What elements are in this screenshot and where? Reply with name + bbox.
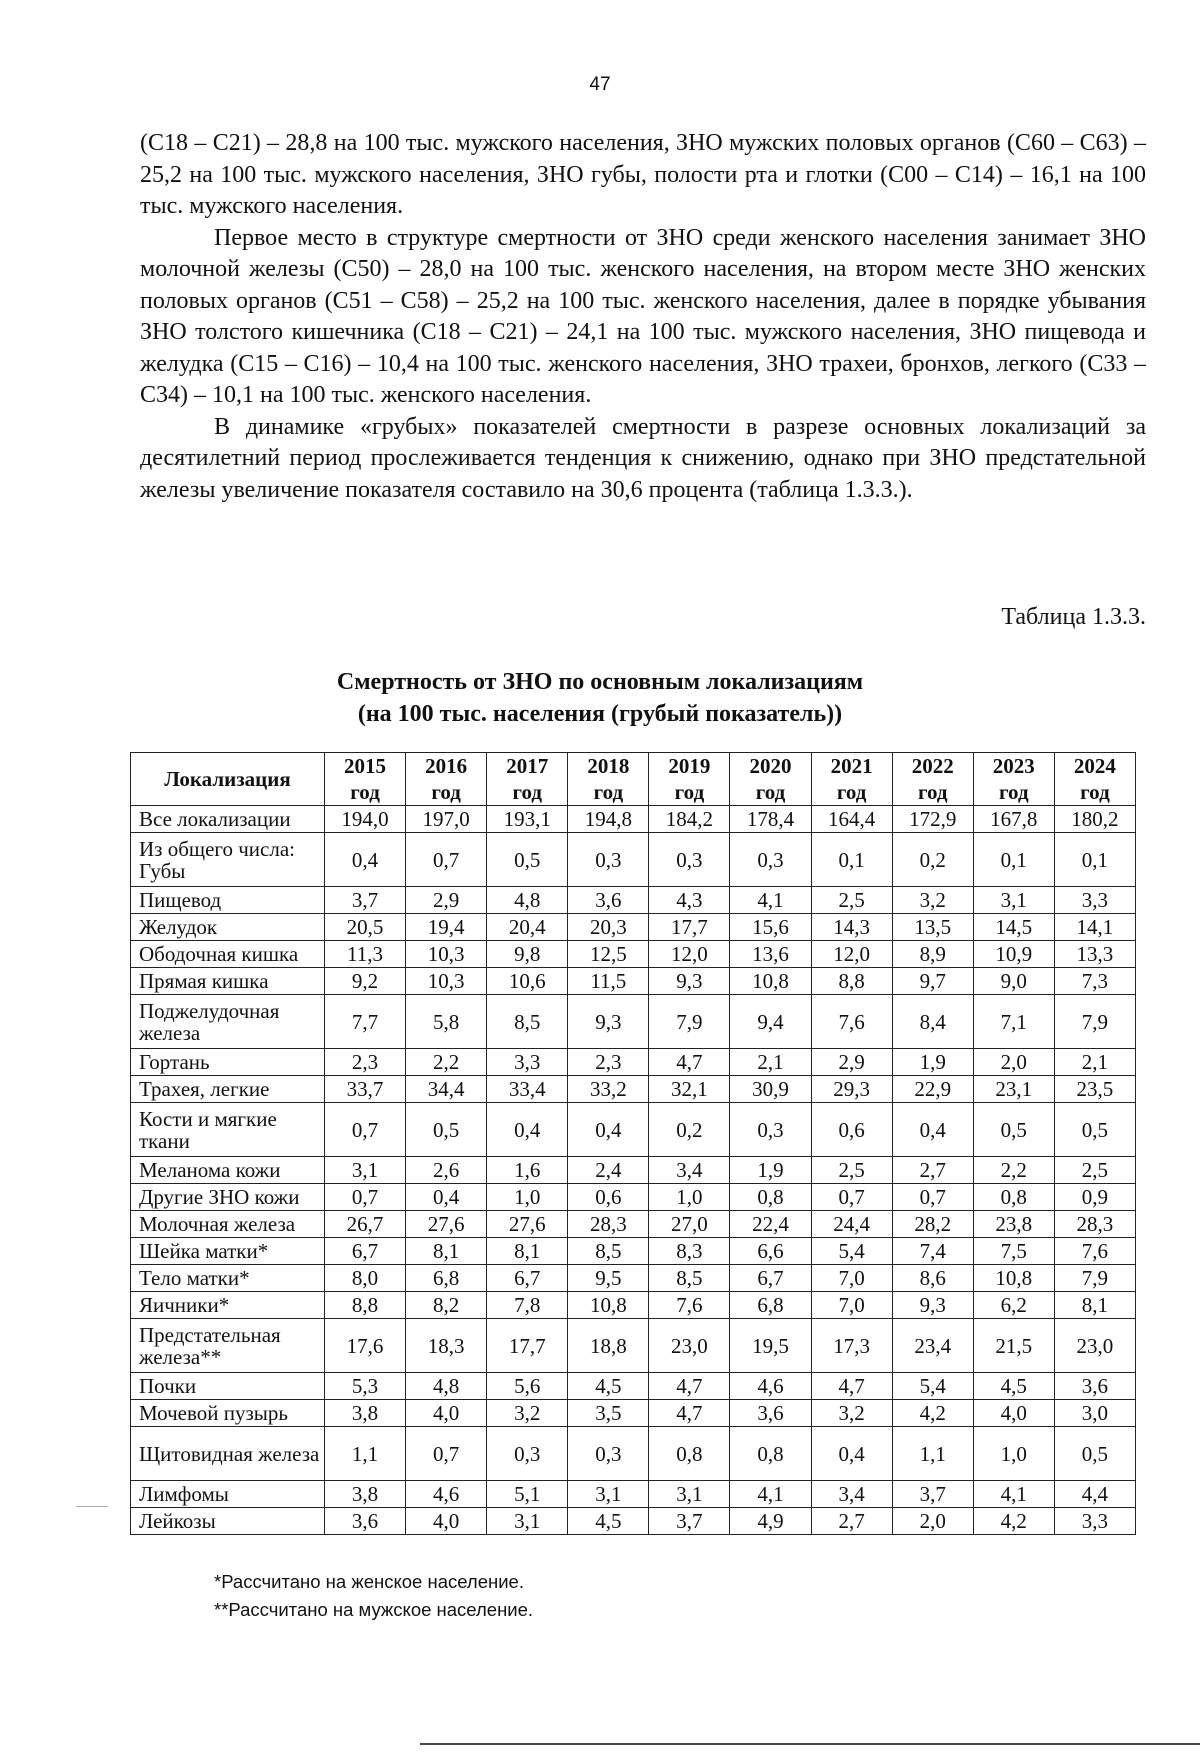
value-cell: 20,4 [487,914,568,941]
value-cell: 2,7 [811,1508,892,1535]
value-cell: 5,4 [811,1238,892,1265]
table-header-row [131,753,1136,806]
value-cell: 8,5 [568,1238,649,1265]
value-cell: 184,2 [649,806,730,833]
table-row [131,1427,1136,1481]
value-cell: 0,5 [1054,1103,1135,1157]
table-row [131,1400,1136,1427]
value-cell: 13,3 [1054,941,1135,968]
value-cell: 13,6 [730,941,811,968]
localization-cell: Тело матки* [131,1265,325,1292]
value-cell: 2,5 [1054,1157,1135,1184]
value-cell: 4,7 [649,1373,730,1400]
value-cell: 9,3 [892,1292,973,1319]
value-cell: 2,0 [973,1049,1054,1076]
value-cell: 3,4 [649,1157,730,1184]
value-cell: 4,7 [811,1373,892,1400]
header-year: 2016 год [406,753,487,806]
value-cell: 0,2 [892,833,973,887]
value-cell: 3,4 [811,1481,892,1508]
localization-cell: Мочевой пузырь [131,1400,325,1427]
table-row [131,1157,1136,1184]
table-row [131,1292,1136,1319]
value-cell: 4,5 [973,1373,1054,1400]
value-cell: 194,0 [325,806,406,833]
table-row [131,1049,1136,1076]
value-cell: 26,7 [325,1211,406,1238]
value-cell: 4,8 [406,1373,487,1400]
value-cell: 0,6 [811,1103,892,1157]
table-row [131,1319,1136,1373]
value-cell: 5,6 [487,1373,568,1400]
header-year: 2020 год [730,753,811,806]
value-cell: 9,2 [325,968,406,995]
value-cell: 0,5 [973,1103,1054,1157]
value-cell: 3,3 [487,1049,568,1076]
value-cell: 5,1 [487,1481,568,1508]
value-cell: 3,8 [325,1400,406,1427]
value-cell: 11,3 [325,941,406,968]
header-year: 2024 год [1054,753,1135,806]
value-cell: 0,4 [892,1103,973,1157]
value-cell: 6,7 [730,1265,811,1292]
localization-cell: Предстательная железа** [131,1319,325,1373]
value-cell: 8,4 [892,995,973,1049]
value-cell: 0,4 [568,1103,649,1157]
value-cell: 7,9 [649,995,730,1049]
scan-mark [76,1506,108,1507]
localization-cell: Прямая кишка [131,968,325,995]
value-cell: 7,0 [811,1265,892,1292]
table-row [131,1076,1136,1103]
value-cell: 2,3 [568,1049,649,1076]
localization-cell: Желудок [131,914,325,941]
value-cell: 8,1 [406,1238,487,1265]
value-cell: 0,3 [568,1427,649,1481]
footnote: **Рассчитано на мужское население. [214,1599,534,1620]
value-cell: 0,8 [649,1427,730,1481]
value-cell: 4,7 [649,1049,730,1076]
value-cell: 2,5 [811,887,892,914]
value-cell: 7,5 [973,1238,1054,1265]
value-cell: 0,3 [730,1103,811,1157]
value-cell: 6,6 [730,1238,811,1265]
value-cell: 20,5 [325,914,406,941]
value-cell: 2,7 [892,1157,973,1184]
table-title [0,666,1200,730]
value-cell: 8,0 [325,1265,406,1292]
value-cell: 0,7 [406,833,487,887]
value-cell: 4,8 [487,887,568,914]
value-cell: 33,4 [487,1076,568,1103]
table-row [131,1184,1136,1211]
value-cell: 24,4 [811,1211,892,1238]
value-cell: 7,0 [811,1292,892,1319]
localization-cell: Щитовидная железа [131,1427,325,1481]
value-cell: 22,9 [892,1076,973,1103]
localization-cell: Яичники* [131,1292,325,1319]
localization-cell: Все локализации [131,806,325,833]
value-cell: 18,3 [406,1319,487,1373]
value-cell: 9,3 [649,968,730,995]
bottom-rule [420,1743,1200,1745]
localization-cell: Лейкозы [131,1508,325,1535]
value-cell: 4,5 [568,1508,649,1535]
value-cell: 0,5 [1054,1427,1135,1481]
table-row [131,887,1136,914]
value-cell: 8,5 [649,1265,730,1292]
value-cell: 4,4 [1054,1481,1135,1508]
value-cell: 23,5 [1054,1076,1135,1103]
value-cell: 23,4 [892,1319,973,1373]
value-cell: 3,3 [1054,1508,1135,1535]
value-cell: 7,1 [973,995,1054,1049]
value-cell: 19,4 [406,914,487,941]
value-cell: 2,9 [811,1049,892,1076]
value-cell: 33,2 [568,1076,649,1103]
value-cell: 4,0 [406,1400,487,1427]
value-cell: 3,6 [325,1508,406,1535]
table-label: Таблица 1.3.3. [1001,604,1146,630]
value-cell: 4,2 [973,1508,1054,1535]
value-cell: 10,9 [973,941,1054,968]
value-cell: 4,6 [406,1481,487,1508]
mortality-table [130,752,1136,1535]
footnote: *Рассчитано на женское население. [214,1571,524,1592]
localization-cell: Другие ЗНО кожи [131,1184,325,1211]
value-cell: 2,6 [406,1157,487,1184]
value-cell: 4,3 [649,887,730,914]
value-cell: 7,9 [1054,995,1135,1049]
table-row [131,1211,1136,1238]
value-cell: 3,6 [568,887,649,914]
paragraph: (С18 – С21) – 28,8 на 100 тыс. мужского населения, ЗНО мужских половых органов (С60 – С63) – 25,2 на 100 тыс. мужского населения, ЗНО губы, полости рта и глотки (С00 – С14) – 16,1 на 100 тыс. мужского населения. [140,130,1146,219]
value-cell: 4,0 [973,1400,1054,1427]
value-cell: 1,9 [892,1049,973,1076]
value-cell: 20,3 [568,914,649,941]
value-cell: 19,5 [730,1319,811,1373]
header-year: 2017 год [487,753,568,806]
value-cell: 0,4 [325,833,406,887]
localization-cell: Пищевод [131,887,325,914]
header-year: 2019 год [649,753,730,806]
value-cell: 34,4 [406,1076,487,1103]
value-cell: 4,6 [730,1373,811,1400]
value-cell: 0,7 [892,1184,973,1211]
value-cell: 7,8 [487,1292,568,1319]
value-cell: 11,5 [568,968,649,995]
table-row [131,1103,1136,1157]
value-cell: 12,5 [568,941,649,968]
localization-cell: Поджелудочная железа [131,995,325,1049]
value-cell: 4,0 [406,1508,487,1535]
value-cell: 194,8 [568,806,649,833]
value-cell: 0,3 [730,833,811,887]
value-cell: 0,8 [730,1184,811,1211]
table-row [131,1238,1136,1265]
value-cell: 7,7 [325,995,406,1049]
value-cell: 5,8 [406,995,487,1049]
header-year: 2018 год [568,753,649,806]
value-cell: 3,2 [811,1400,892,1427]
value-cell: 2,4 [568,1157,649,1184]
value-cell: 1,1 [325,1427,406,1481]
value-cell: 32,1 [649,1076,730,1103]
value-cell: 1,9 [730,1157,811,1184]
value-cell: 4,9 [730,1508,811,1535]
value-cell: 3,1 [487,1508,568,1535]
value-cell: 6,7 [487,1265,568,1292]
value-cell: 2,9 [406,887,487,914]
value-cell: 23,0 [1054,1319,1135,1373]
value-cell: 3,8 [325,1481,406,1508]
value-cell: 7,9 [1054,1265,1135,1292]
value-cell: 2,0 [892,1508,973,1535]
table-row [131,914,1136,941]
value-cell: 27,6 [406,1211,487,1238]
header-year: 2015 год [325,753,406,806]
localization-cell: Шейка матки* [131,1238,325,1265]
localization-cell: Молочная железа [131,1211,325,1238]
value-cell: 33,7 [325,1076,406,1103]
value-cell: 0,8 [973,1184,1054,1211]
value-cell: 3,5 [568,1400,649,1427]
localization-cell: Почки [131,1373,325,1400]
value-cell: 9,7 [892,968,973,995]
value-cell: 3,6 [730,1400,811,1427]
value-cell: 2,3 [325,1049,406,1076]
value-cell: 167,8 [973,806,1054,833]
value-cell: 0,4 [406,1184,487,1211]
table-title-line: (на 100 тыс. населения (грубый показатель)) [357,701,843,727]
value-cell: 8,2 [406,1292,487,1319]
value-cell: 3,1 [649,1481,730,1508]
table-title-line: Смертность от ЗНО по основным локализациям [336,669,864,695]
localization-cell: Ободочная кишка [131,941,325,968]
value-cell: 17,7 [649,914,730,941]
value-cell: 3,0 [1054,1400,1135,1427]
table-row [131,995,1136,1049]
header-year: 2023 год [973,753,1054,806]
value-cell: 0,3 [649,833,730,887]
value-cell: 30,9 [730,1076,811,1103]
localization-cell: Кости и мягкие ткани [131,1103,325,1157]
value-cell: 17,3 [811,1319,892,1373]
value-cell: 4,1 [730,1481,811,1508]
value-cell: 3,7 [325,887,406,914]
value-cell: 8,6 [892,1265,973,1292]
value-cell: 8,1 [1054,1292,1135,1319]
value-cell: 9,5 [568,1265,649,1292]
value-cell: 7,3 [1054,968,1135,995]
value-cell: 23,1 [973,1076,1054,1103]
value-cell: 9,3 [568,995,649,1049]
value-cell: 18,8 [568,1319,649,1373]
value-cell: 9,4 [730,995,811,1049]
value-cell: 28,2 [892,1211,973,1238]
localization-cell: Гортань [131,1049,325,1076]
value-cell: 6,2 [973,1292,1054,1319]
value-cell: 3,1 [325,1157,406,1184]
value-cell: 180,2 [1054,806,1135,833]
paragraph: В динамике «грубых» показателей смертности в разрезе основных локализаций за десятилетний период прослеживается тенденция к снижению, однако при ЗНО предстательной железы увеличение показателя составило на 30,6 процента (таблица 1.3.3.). [140,413,1146,503]
value-cell: 9,0 [973,968,1054,995]
value-cell: 0,4 [811,1427,892,1481]
value-cell: 6,8 [406,1265,487,1292]
value-cell: 23,8 [973,1211,1054,1238]
value-cell: 28,3 [1054,1211,1135,1238]
value-cell: 12,0 [811,941,892,968]
page-number: 47 [589,74,611,95]
value-cell: 2,2 [406,1049,487,1076]
value-cell: 3,7 [649,1508,730,1535]
value-cell: 8,3 [649,1238,730,1265]
value-cell: 29,3 [811,1076,892,1103]
value-cell: 193,1 [487,806,568,833]
value-cell: 7,6 [649,1292,730,1319]
value-cell: 7,6 [1054,1238,1135,1265]
value-cell: 14,1 [1054,914,1135,941]
value-cell: 0,6 [568,1184,649,1211]
table-row [131,1265,1136,1292]
value-cell: 8,5 [487,995,568,1049]
value-cell: 0,7 [325,1103,406,1157]
footnotes [214,1568,533,1624]
value-cell: 15,6 [730,914,811,941]
table-body [131,806,1136,1535]
value-cell: 3,1 [973,887,1054,914]
value-cell: 4,1 [973,1481,1054,1508]
value-cell: 0,1 [1054,833,1135,887]
value-cell: 27,0 [649,1211,730,1238]
value-cell: 3,2 [892,887,973,914]
value-cell: 8,8 [811,968,892,995]
value-cell: 0,2 [649,1103,730,1157]
header-year: 2022 год [892,753,973,806]
localization-cell: Меланома кожи [131,1157,325,1184]
value-cell: 5,3 [325,1373,406,1400]
value-cell: 4,2 [892,1400,973,1427]
value-cell: 3,7 [892,1481,973,1508]
value-cell: 0,3 [568,833,649,887]
value-cell: 0,8 [730,1427,811,1481]
value-cell: 14,5 [973,914,1054,941]
table-row [131,941,1136,968]
header-year: 2021 год [811,753,892,806]
value-cell: 0,1 [973,833,1054,887]
value-cell: 6,8 [730,1292,811,1319]
value-cell: 172,9 [892,806,973,833]
value-cell: 27,6 [487,1211,568,1238]
value-cell: 14,3 [811,914,892,941]
value-cell: 21,5 [973,1319,1054,1373]
value-cell: 1,0 [649,1184,730,1211]
value-cell: 3,2 [487,1400,568,1427]
value-cell: 1,0 [487,1184,568,1211]
value-cell: 10,8 [730,968,811,995]
value-cell: 0,1 [811,833,892,887]
value-cell: 0,5 [487,833,568,887]
value-cell: 9,8 [487,941,568,968]
value-cell: 197,0 [406,806,487,833]
value-cell: 10,8 [973,1265,1054,1292]
value-cell: 6,7 [325,1238,406,1265]
value-cell: 0,7 [325,1184,406,1211]
value-cell: 2,1 [1054,1049,1135,1076]
value-cell: 1,6 [487,1157,568,1184]
value-cell: 3,3 [1054,887,1135,914]
value-cell: 8,1 [487,1238,568,1265]
value-cell: 17,7 [487,1319,568,1373]
paragraph: Первое место в структуре смертности от ЗНО среди женского населения занимает ЗНО молочной железы (С50) – 28,0 на 100 тыс. женского населения, на втором месте ЗНО женских половых органов (С51 – С58) – 25,2 на 100 тыс. женского населения, далее в порядке убывания ЗНО толстого кишечника (С18 – С21) – 24,1 на 100 тыс. мужского населения, ЗНО пищевода и желудка (С15 – С16) – 10,4 на 100 тыс. женского населения, ЗНО трахеи, бронхов, легкого (С33 – С34) – 10,1 на 100 тыс. женского населения. [140,224,1146,408]
body-text [140,128,1146,506]
table-row [131,1373,1136,1400]
value-cell: 5,4 [892,1373,973,1400]
value-cell: 12,0 [649,941,730,968]
value-cell: 1,1 [892,1427,973,1481]
localization-cell: Трахея, легкие [131,1076,325,1103]
localization-cell: Из общего числа: Губы [131,833,325,887]
value-cell: 178,4 [730,806,811,833]
value-cell: 13,5 [892,914,973,941]
value-cell: 0,4 [487,1103,568,1157]
value-cell: 8,8 [325,1292,406,1319]
value-cell: 4,5 [568,1373,649,1400]
value-cell: 1,0 [973,1427,1054,1481]
value-cell: 23,0 [649,1319,730,1373]
table-row [131,1481,1136,1508]
value-cell: 8,9 [892,941,973,968]
value-cell: 4,1 [730,887,811,914]
table-row [131,968,1136,995]
value-cell: 17,6 [325,1319,406,1373]
table-row [131,806,1136,833]
value-cell: 0,9 [1054,1184,1135,1211]
value-cell: 0,7 [406,1427,487,1481]
value-cell: 3,1 [568,1481,649,1508]
value-cell: 28,3 [568,1211,649,1238]
value-cell: 4,7 [649,1400,730,1427]
value-cell: 0,5 [406,1103,487,1157]
value-cell: 3,6 [1054,1373,1135,1400]
value-cell: 7,6 [811,995,892,1049]
value-cell: 10,3 [406,941,487,968]
localization-cell: Лимфомы [131,1481,325,1508]
header-localization: Локализация [131,753,325,806]
table-row [131,1508,1136,1535]
table-row [131,833,1136,887]
value-cell: 2,5 [811,1157,892,1184]
value-cell: 0,3 [487,1427,568,1481]
value-cell: 2,1 [730,1049,811,1076]
value-cell: 10,8 [568,1292,649,1319]
value-cell: 0,7 [811,1184,892,1211]
value-cell: 7,4 [892,1238,973,1265]
value-cell: 164,4 [811,806,892,833]
value-cell: 22,4 [730,1211,811,1238]
value-cell: 10,3 [406,968,487,995]
value-cell: 2,2 [973,1157,1054,1184]
value-cell: 10,6 [487,968,568,995]
